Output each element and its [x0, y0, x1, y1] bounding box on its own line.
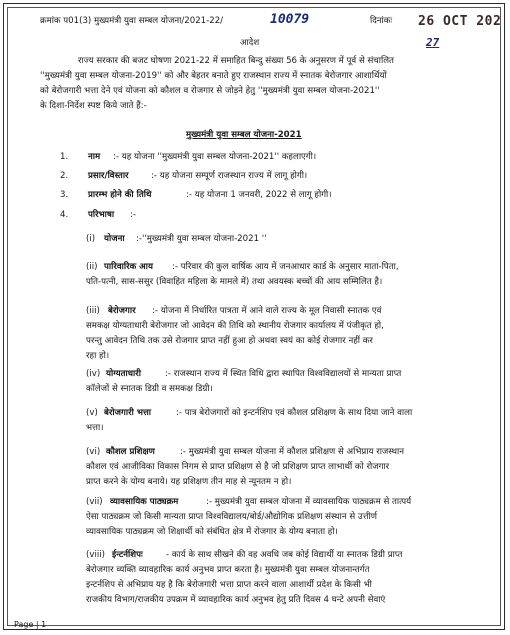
clause-label: प्रसार/विस्तार — [88, 171, 129, 181]
definition-line: :- पात्र बेरोजगारों को इन्टर्नशिप एवं कौशल प्रशिक्षण के साथ दिया जाने वाला — [176, 408, 413, 418]
definition-line: :- राजस्थान राज्य में स्थित विधि द्वारा स्थापित विश्वविद्यालयों से मान्यता प्राप्त — [165, 369, 402, 379]
clause-label: नाम — [88, 152, 101, 162]
definition-number: (vii) — [86, 497, 103, 507]
definition-line: :-''मुख्यमंत्री युवा सम्बल योजना-2021 '' — [136, 234, 267, 244]
intro-line: के दिशा-निर्देश स्पष्ट किये जाते हैं:- — [40, 101, 147, 111]
date-label: दिनांकः — [370, 16, 393, 26]
definition-number: (iv) — [86, 369, 101, 379]
clause-text: :- यह योजना ''मुख्यमंत्री युवा सम्बल योजना-2021'' कहलाएगी। — [113, 152, 317, 162]
clause-text: :- — [130, 210, 136, 220]
clause-label: परिभाषा — [88, 210, 115, 220]
order-title: आदेश — [240, 38, 260, 48]
definition-line: :- मुख्यमंत्री युवा सम्बल योजना में व्यावसायिक पाठ्यक्रम से तात्पर्य — [206, 497, 412, 507]
intro-line: ''मुख्यमंत्री युवा सम्बल योजना-2019'' को और बेहतर बनाते हुए राजस्थान राज्य में स्नातक बेरोजगार आशार्थियों — [40, 71, 387, 81]
definition-line: व्यावसायिक पाठ्यक्रम जो शिक्षार्थी को संबंधित क्षेत्र में रोजगार के योग्य बनाता हो। — [86, 527, 338, 537]
definition-line: परन्तु आवेदन तिथि तक उसे रोजगार प्राप्त नहीं हुआ हो अथवा स्वयं का कोई रोजगार नहीं कर — [86, 336, 373, 346]
definition-label: योजना — [104, 234, 125, 244]
definition-line: ऐसा पाठ्यक्रम जो किसी मान्यता प्राप्त विश्वविद्यालय/बोर्ड/औद्योगिक प्रशिक्षण संस्थान से उत्तीर्ण — [86, 512, 377, 522]
reference-number-handwritten: 10079 — [270, 12, 310, 27]
definition-line: पति-पत्नी, सास-ससुर (विवाहित महिला के मामले में) तथा अवयस्क बच्चों की आय सम्मिलित है। — [86, 277, 383, 287]
definition-line: कौशल एवं आजीविका विकास निगम से प्राप्त प्रशिक्षण से है जो प्रशिक्षण प्राप्त लाभार्थी को रोजगार — [86, 462, 390, 472]
page-footer: Page | 1 — [14, 620, 47, 629]
definition-line: भत्ता। — [86, 423, 104, 433]
date-stamp: 26 OCT 202 — [418, 14, 502, 29]
reference-label: क्रमांक प01(3) मुख्यमंत्री युवा सम्बल योजना/2021-22/ — [40, 16, 224, 26]
clause-label: प्रारम्भ होने की तिथि — [88, 190, 152, 200]
definition-label: बेरोजगार — [108, 306, 136, 316]
scheme-title: मुख्यमंत्री युवा सम्बल योजना-2021 — [186, 130, 302, 140]
definition-label: कौशल प्रशिक्षण — [106, 447, 155, 457]
definition-line: समकक्ष योग्यताधारी बेरोजगार जो आवेदन की तिथि को स्थानीय रोजगार कार्यालय में पंजीकृत हो, — [86, 321, 384, 331]
definition-line: :- योजना में निर्धारित पात्रता में आने वाले राज्य के मूल निवासी स्नातक एवं — [152, 306, 382, 316]
definition-line: राजकीय विभाग/राजकीय उपक्रम में व्यावहारिक कार्य अनुभव हेतु प्रति दिवस 4 घन्टे अपनी सेवाएं — [86, 595, 386, 605]
definition-line: प्राप्त करने के योग्य बनाये। यह प्रशिक्षण तीन माह से न्यूनतम न हो। — [86, 477, 292, 487]
clause-number: 1. — [60, 152, 69, 162]
date-handwritten: 27 — [426, 36, 440, 49]
clause-number: 3. — [60, 190, 69, 200]
definition-label: बेरोजगारी भत्ता — [104, 408, 152, 418]
definition-number: (v) — [86, 408, 98, 418]
definition-label: व्यावसायिक पाठ्यक्रम — [110, 497, 179, 507]
definition-line: बेरोजगार व्यक्ति व्यावहारिक कार्य अनुभव प्राप्त करता है। मुख्यमंत्री युवा सम्बल योजनान्तर्गत — [86, 565, 370, 575]
definition-line: कॉलेजों से स्नातक डिग्री व समकक्ष डिग्री। — [86, 384, 213, 394]
definition-label: ईन्टर्नशिपः — [112, 550, 143, 560]
clause-number: 4. — [60, 210, 69, 220]
definition-line: रहा हो। — [86, 351, 110, 361]
definition-line: - कार्य के साथ सीखने की वह अवधि जब कोई विद्यार्थी या स्नातक डिग्री प्राप्त — [166, 550, 403, 560]
definition-number: (ii) — [86, 262, 98, 272]
clause-text: :- यह योजना 1 जनवरी, 2022 से लागू होगी। — [186, 190, 332, 200]
definition-number: (iii) — [86, 306, 100, 316]
clause-number: 2. — [60, 171, 69, 181]
clause-text: :- यह योजना सम्पूर्ण राजस्थान राज्य में लागू होगी। — [151, 171, 308, 181]
definition-number: (vi) — [86, 447, 101, 457]
intro-line: राज्य सरकार की बजट घोषणा 2021-22 में समाहित बिन्दु संख्या 56 के अनुसरण में पूर्व से संचालित — [78, 56, 394, 66]
definition-label: योग्यताधारी — [106, 369, 141, 379]
definition-label: पारिवारिक आय — [104, 262, 153, 272]
definition-number: (i) — [86, 234, 96, 244]
definition-number: (viii) — [86, 550, 105, 560]
intro-line: को बेरोजगारी भत्ता देने एवं योजना को कौशल व रोजगार से जोड़ने हेतु ''मुख्यमंत्री युवा सम्बल योजना-2021'' — [40, 86, 380, 96]
definition-line: :- मुख्यमंत्री युवा सम्बल योजना में कौशल प्रशिक्षण से अभिप्राय राजस्थान — [180, 447, 404, 457]
definition-line: इन्टर्नशिप से अभिप्राय यह है कि बेरोजगारी भत्ता प्राप्त करने वाला आशार्थी प्रदेश के किसी भी — [86, 580, 372, 590]
definition-line: :- परिवार की कुल वार्षिक आय में जनआधार कार्ड के अनुसार माता-पिता, — [172, 262, 399, 272]
